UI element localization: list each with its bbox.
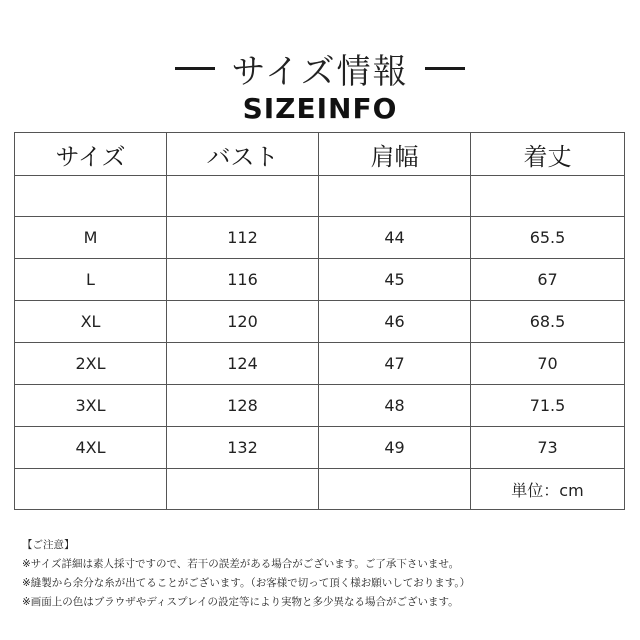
table-cell: 45 xyxy=(319,259,471,301)
table-row-blank xyxy=(15,176,625,217)
header-bust: バスト xyxy=(167,133,319,176)
table-cell xyxy=(167,469,319,510)
page-title: サイズ情報 xyxy=(231,52,409,92)
size-table xyxy=(14,132,625,510)
table-cell: 4XL xyxy=(15,427,167,469)
table-cell: 47 xyxy=(319,343,471,385)
table-header-row xyxy=(15,133,625,176)
table-row xyxy=(15,301,625,343)
table-cell: XL xyxy=(15,301,167,343)
table-cell: 70 xyxy=(471,343,625,385)
table-row xyxy=(15,259,625,301)
table-cell: 2XL xyxy=(15,343,167,385)
title-dash-left xyxy=(175,67,215,70)
table-cell xyxy=(471,176,625,217)
table-row xyxy=(15,217,625,259)
notes-line: ※縫製から余分な糸が出てることがございます。（お客様で切って頂く様お願いしております。） xyxy=(22,577,471,589)
table-row-unit xyxy=(15,469,625,510)
table-cell: 68.5 xyxy=(471,301,625,343)
header-shoulder: 肩幅 xyxy=(319,133,471,176)
table-cell: 48 xyxy=(319,385,471,427)
notes-line: ※画面上の色はブラウザやディスプレイの設定等により実物と多少異なる場合がございます。 xyxy=(22,596,459,608)
table-cell: 73 xyxy=(471,427,625,469)
table-cell: 67 xyxy=(471,259,625,301)
table-row xyxy=(15,343,625,385)
table-row xyxy=(15,385,625,427)
table-cell: 116 xyxy=(167,259,319,301)
page-subtitle: SIZEINFO xyxy=(242,92,398,125)
notes-heading: 【ご注意】 xyxy=(22,539,75,551)
table-cell: 3XL xyxy=(15,385,167,427)
table-cell xyxy=(15,469,167,510)
table-cell xyxy=(319,176,471,217)
table-cell: 46 xyxy=(319,301,471,343)
table-cell: 128 xyxy=(167,385,319,427)
header-length: 着丈 xyxy=(471,133,625,176)
table-cell: M xyxy=(15,217,167,259)
table-cell xyxy=(167,176,319,217)
table-cell: 120 xyxy=(167,301,319,343)
table-cell: 71.5 xyxy=(471,385,625,427)
table-cell: 124 xyxy=(167,343,319,385)
table-row xyxy=(15,427,625,469)
table-cell: 44 xyxy=(319,217,471,259)
notes-line: ※サイズ詳細は素人採寸ですので、若干の誤差がある場合がございます。ご了承下さいませ。 xyxy=(22,558,460,570)
notes xyxy=(22,536,622,612)
unit-label: 単位：cm xyxy=(471,469,625,510)
title-dash-right xyxy=(425,67,465,70)
table-cell: 112 xyxy=(167,217,319,259)
table-cell: L xyxy=(15,259,167,301)
title-row xyxy=(0,44,640,93)
table-cell: 65.5 xyxy=(471,217,625,259)
table-cell xyxy=(319,469,471,510)
table-cell: 132 xyxy=(167,427,319,469)
table-cell xyxy=(15,176,167,217)
header-size: サイズ xyxy=(15,133,167,176)
table-cell: 49 xyxy=(319,427,471,469)
